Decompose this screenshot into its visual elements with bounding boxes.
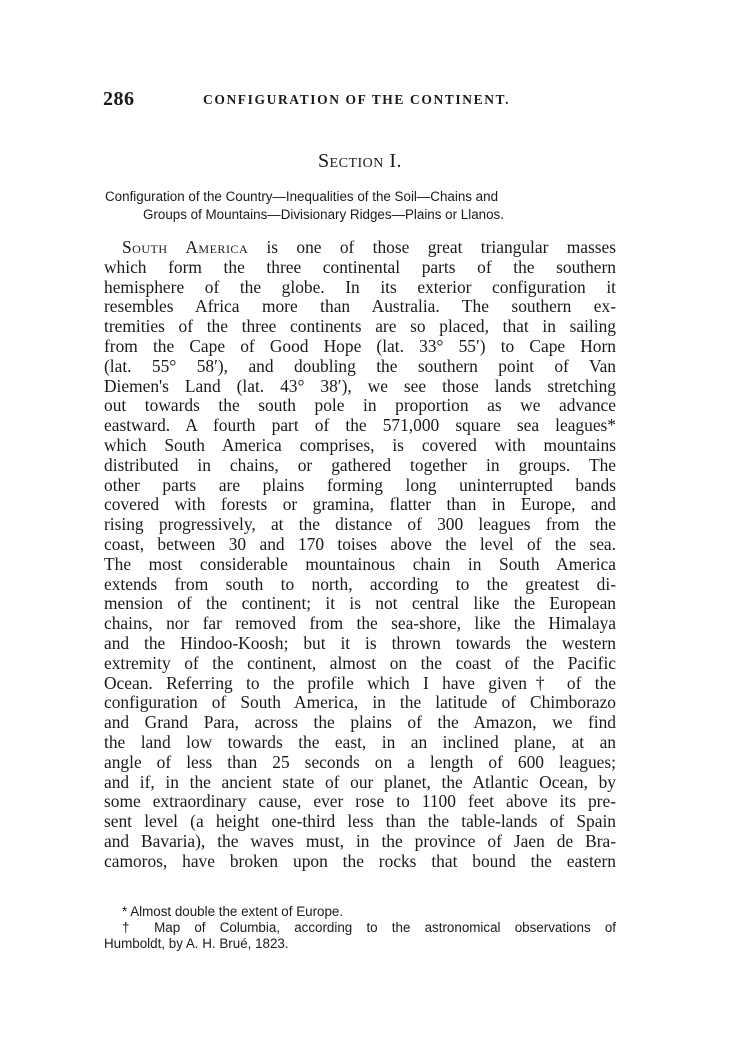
body-line: extends from south to north, according to the greatest di-: [104, 574, 616, 594]
body-line: which South America comprises, is covered with mountains: [104, 435, 616, 455]
body-line: which form the three continental parts of the southern: [104, 257, 616, 277]
body-line: (lat. 55° 58′), and doubling the southern point of Van: [104, 356, 616, 376]
synopsis-line: Configuration of the Country—Inequalities of the Soil—Chains and: [105, 189, 499, 204]
body-line: from the Cape of Good Hope (lat. 33° 55′) to Cape Horn: [104, 336, 616, 356]
body-line: angle of less than 25 seconds on a length of 600 leagues;: [104, 752, 616, 772]
section-synopsis: [105, 188, 615, 224]
running-title: CONFIGURATION OF THE CONTINENT.: [203, 92, 511, 107]
running-head: [103, 88, 613, 118]
body-line: and if, in the ancient state of our planet, the Atlantic Ocean, by: [104, 772, 616, 792]
body-line: some extraordinary cause, ever rose to 1100 feet above its pre-: [104, 792, 616, 812]
body-line-text: is one of those great triangular masses: [248, 238, 616, 257]
body-line: and the Hindoo-Koosh; but it is thrown towards the western: [104, 633, 616, 653]
body-line: Ocean. Referring to the profile which I have given† of the: [104, 673, 616, 693]
body-line: the land low towards the east, in an inclined plane, at an: [104, 732, 616, 752]
body-line: and Grand Para, across the plains of the Amazon, we find: [104, 713, 616, 733]
body-line: configuration of South America, in the latitude of Chimborazo: [104, 693, 616, 713]
body-line: other parts are plains forming long uninterrupted bands: [104, 475, 616, 495]
body-line: out towards the south pole in proportion as we advance: [104, 396, 616, 416]
section-title-text: Section I.: [317, 150, 403, 172]
body-line: resembles Africa more than Australia. The southern ex-: [104, 297, 616, 317]
body-line: eastward. A fourth part of the 571,000 square sea leagues*: [104, 416, 616, 436]
body-line: extremity of the continent, almost on the coast of the Pacific: [104, 653, 616, 673]
body-line: Diemen's Land (lat. 43° 38′), we see those lands stretching: [104, 376, 616, 396]
body-line: rising progressively, at the distance of 300 leagues from the: [104, 515, 616, 535]
body-line: camoros, have broken upon the rocks that bound the eastern: [104, 851, 616, 871]
body-line: coast, between 30 and 170 toises above the level of the sea.: [104, 534, 616, 554]
body-line: [104, 238, 616, 258]
synopsis-line: Groups of Mountains—Divisionary Ridges—Plains or Llanos.: [143, 207, 504, 222]
body-paragraph: [104, 238, 616, 872]
body-line: tremities of the three continents are so placed, that in sailing: [104, 317, 616, 337]
body-line: chains, nor far removed from the sea-shore, like the Himalaya: [104, 614, 616, 634]
body-line: The most considerable mountainous chain in South America: [104, 554, 616, 574]
footnote-1: * Almost double the extent of Europe.: [122, 904, 344, 919]
footnotes: [104, 904, 616, 952]
footnote-2-line: † Map of Columbia, according to the astronomical observations of: [122, 920, 616, 935]
body-line: distributed in chains, or gathered together in groups. The: [104, 455, 616, 475]
body-line: mension of the continent; it is not central like the European: [104, 594, 616, 614]
body-line: covered with forests or gramina, flatter than in Europe, and: [104, 495, 616, 515]
body-line: and Bavaria), the waves must, in the province of Jaen de Bra-: [104, 831, 616, 851]
body-line: sent level (a height one-third less than the table-lands of Spain: [104, 812, 616, 832]
footnote-2-line: Humboldt, by A. H. Brué, 1823.: [104, 936, 289, 951]
lead-words: South America: [122, 238, 249, 257]
body-line: hemisphere of the globe. In its exterior configuration it: [104, 277, 616, 297]
section-title: [0, 150, 720, 173]
page-number: 286: [103, 88, 135, 110]
